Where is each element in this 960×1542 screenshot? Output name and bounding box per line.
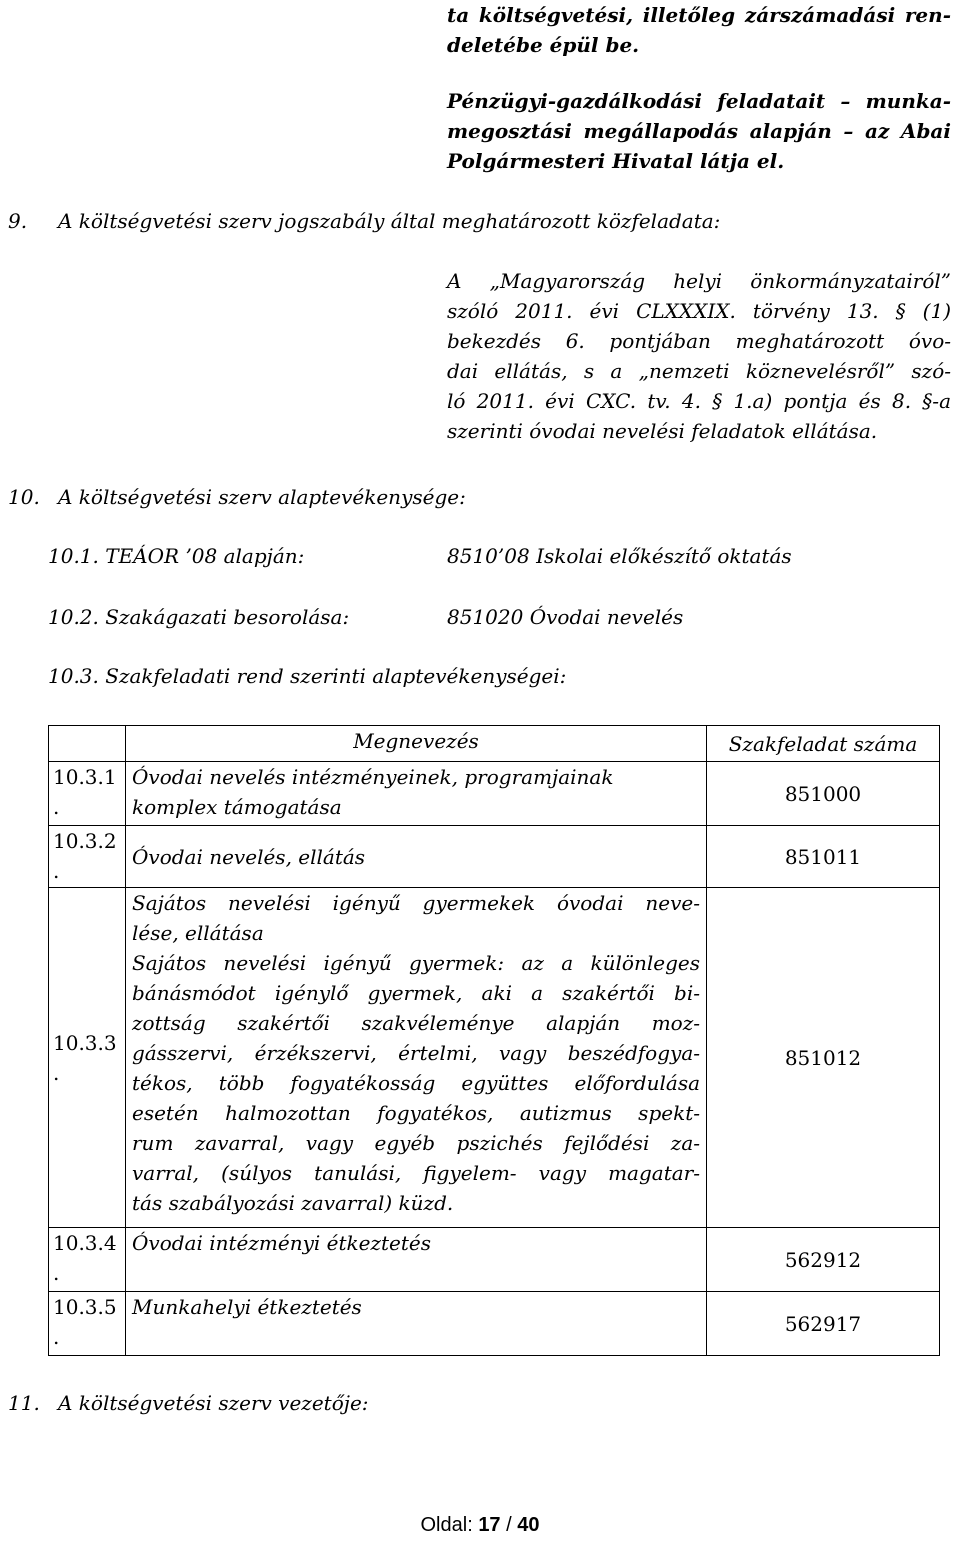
row-name [126, 826, 707, 888]
row-name-line: Sajátos nevelési igényű gyermek: az a különleges [132, 951, 700, 975]
finance-paragraph [447, 86, 951, 176]
row-name-line: tékos, több fogyatékosság együttes előfordulása [132, 1071, 700, 1095]
section-11-title: A költségvetési szerv vezetője: [58, 1391, 369, 1415]
table-row [49, 762, 940, 826]
table-row [49, 1292, 940, 1356]
row-number-dot: . [53, 1060, 60, 1085]
row-name [126, 888, 707, 1228]
row-number-dot: . [53, 859, 60, 883]
section-9-body [447, 266, 951, 446]
row-code: 851011 [707, 826, 940, 888]
page-footer [0, 1512, 960, 1538]
row-code: 851012 [707, 888, 940, 1228]
row-name-line: Óvodai nevelés intézményeinek, programjainak [132, 765, 614, 789]
footer-prefix: Oldal: [420, 1514, 479, 1536]
table-row [49, 1228, 940, 1292]
intro-paragraph [447, 0, 951, 60]
row-name-line: tás szabályozási zavarral) küzd. [132, 1191, 454, 1215]
footer-current-page: 17 [478, 1514, 501, 1536]
row-code: 562917 [707, 1292, 940, 1356]
row-number [49, 1228, 126, 1292]
intro-line: deletébe épül be. [447, 33, 640, 57]
row-number [49, 888, 126, 1228]
row-number [49, 762, 126, 826]
section-10-number: 10. [8, 485, 40, 509]
row-number-dot: . [53, 1325, 60, 1349]
row-number-dot: . [53, 1261, 60, 1285]
szakfeladat-table [48, 725, 940, 1356]
teaor-value: 8510’08 Iskolai előkészítő oktatás [447, 544, 792, 568]
row-name-line: Munkahelyi étkeztetés [132, 1295, 362, 1319]
section-9-line: bekezdés 6. pontjában meghatározott óvo- [447, 329, 951, 353]
teaor-label: 10.1. TEÁOR ’08 alapján: [48, 544, 305, 568]
header-megnevezes: Megnevezés [126, 726, 707, 762]
row-name-line: Óvodai nevelés, ellátás [132, 844, 366, 869]
row-number-text: 10.3.4 [53, 1231, 117, 1255]
section-10-title: A költségvetési szerv alaptevékenysége: [58, 485, 466, 509]
row-name-line: zottság szakértői szakvéleménye alapján moz- [132, 1011, 700, 1035]
finance-line: megosztási megállapodás alapján – az Abai [447, 119, 951, 143]
row-name-line: bánásmódot igénylő gyermek, aki a szakértői bi- [132, 981, 700, 1005]
row-number-text: 10.3.2 [53, 829, 117, 853]
row-number-text: 10.3.3 [53, 1030, 117, 1055]
row-name [126, 762, 707, 826]
szakfeladati-label: 10.3. Szakfeladati rend szerinti alaptevékenységei: [48, 664, 567, 688]
row-name-line: komplex támogatása [132, 795, 342, 819]
row-name-line: gásszervi, érzékszervi, értelmi, vagy beszédfogya- [132, 1041, 700, 1065]
footer-separator: / [500, 1514, 518, 1536]
table-row [49, 826, 940, 888]
row-name [126, 1228, 707, 1292]
row-name-line: lése, ellátása [132, 921, 264, 945]
row-number [49, 826, 126, 888]
row-number-text: 10.3.5 [53, 1295, 117, 1319]
row-name-line: Sajátos nevelési igényű gyermekek óvodai neve- [132, 891, 700, 915]
footer-total-pages: 40 [517, 1514, 540, 1536]
section-9-title: A költségvetési szerv jogszabály által meghatározott közfeladata: [58, 209, 721, 233]
section-11-number: 11. [8, 1391, 40, 1415]
intro-line: ta költségvetési, illetőleg zárszámadási ren- [447, 3, 951, 27]
row-name-line: esetén halmozottan fogyatékos, autizmus spekt- [132, 1101, 700, 1125]
section-9-line: ló 2011. évi CXC. tv. 4. § 1.a) pontja és 8. §-a [447, 389, 951, 413]
section-9-line: szóló 2011. évi CLXXXIX. törvény 13. § (1) [447, 299, 951, 323]
row-number [49, 1292, 126, 1356]
section-9-line: szerinti óvodai nevelési feladatok ellátása. [447, 419, 878, 443]
row-name [126, 1292, 707, 1356]
row-name-line: varral, (súlyos tanulási, figyelem- vagy magatar- [132, 1161, 700, 1185]
section-9-line: A „Magyarország helyi önkormányzatairól” [447, 269, 951, 293]
row-name-line: Óvodai intézményi étkeztetés [132, 1231, 432, 1255]
row-name-line: rum zavarral, vagy egyéb pszichés fejlődési za- [132, 1131, 700, 1155]
table-row [49, 888, 940, 1228]
szakagazati-value: 851020 Óvodai nevelés [447, 605, 684, 629]
header-number-cell [49, 726, 126, 762]
finance-line: Pénzügyi-gazdálkodási feladatait – munka- [447, 89, 951, 113]
row-code: 851000 [707, 762, 940, 826]
row-code: 562912 [707, 1228, 940, 1292]
section-9-line: dai ellátás, s a „nemzeti köznevelésről” szó- [447, 359, 951, 383]
table-header-row [49, 726, 940, 762]
section-9-number: 9. [8, 209, 28, 233]
szakagazati-label: 10.2. Szakágazati besorolása: [48, 605, 350, 629]
row-number-dot: . [53, 795, 60, 819]
header-szakfeladat-szama: Szakfeladat száma [707, 726, 940, 762]
row-number-text: 10.3.1 [53, 765, 117, 789]
finance-line: Polgármesteri Hivatal látja el. [447, 149, 785, 173]
